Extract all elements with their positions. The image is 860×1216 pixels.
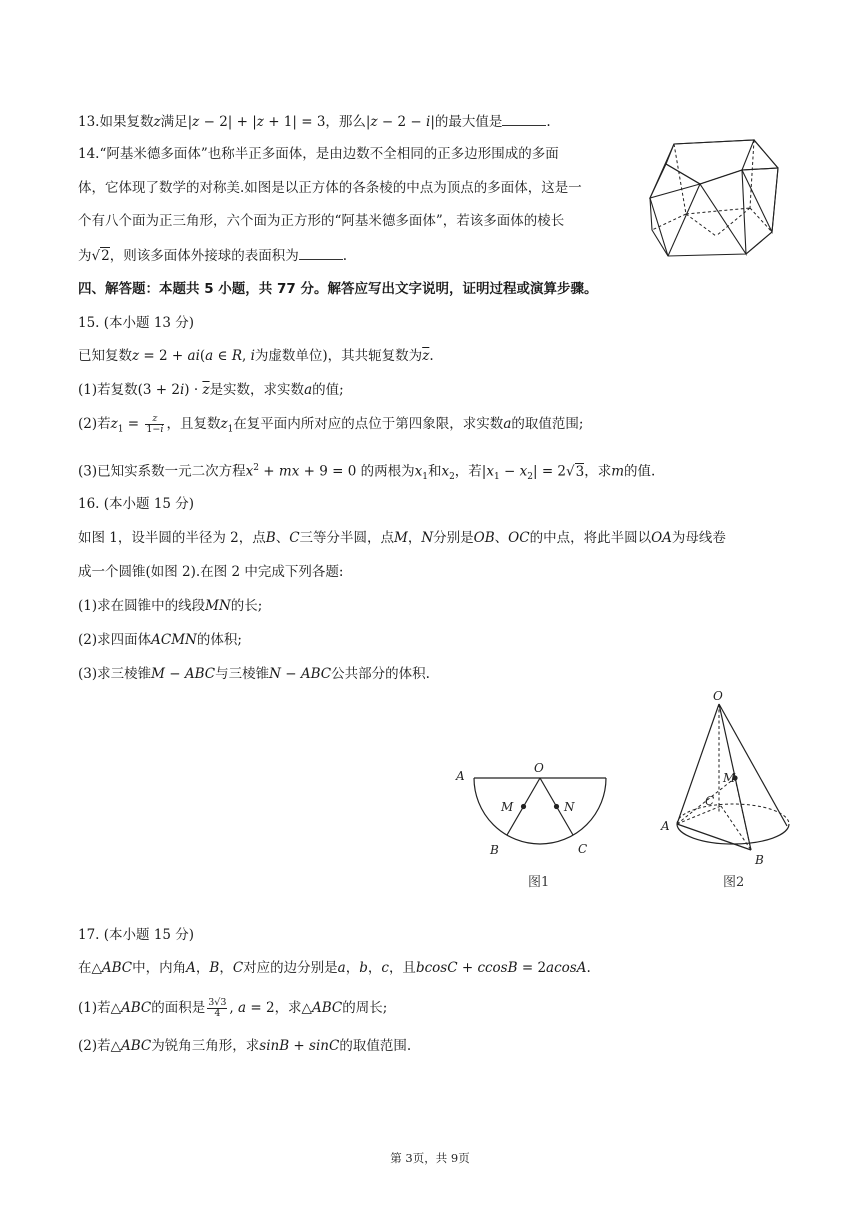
question-14-line-2: 体，它体现了数学的对称美.如图是以正方体的各条棱的中点为顶点的多面体，这是一 xyxy=(78,180,582,196)
question-16-part-2: (2)求四面体ACMN的体积; xyxy=(78,632,242,648)
answer-blank xyxy=(502,111,546,126)
label-A: A xyxy=(456,769,465,783)
question-15-intro: 已知复数z = 2 + ai(a ∈ R, i为虚数单位)，其共轭复数为$\overline{z}$. xyxy=(78,348,434,364)
question-14-line-1: 14.“阿基米德多面体”也称半正多面体，是由边数不全相同的正多边形围成的多面 xyxy=(78,146,559,162)
figure-2-caption: 图2 xyxy=(723,875,745,890)
section-4-heading: 四、解答题：本题共 5 小题，共 77 分。解答应写出文字说明，证明过程或演算步骤。 xyxy=(78,281,598,297)
question-16-intro-1: 如图 1，设半圆的半径为 2，点B、C三等分半圆，点M，N分别是OB、OC的中点，将此半圆以OA为母线卷 xyxy=(78,530,726,546)
question-15-part-1: (1)若复数$(3 + 2i) \cdot \overline{z}$是实数，求实数a的值; xyxy=(78,382,344,398)
label-B: B xyxy=(490,843,499,857)
label-M: M xyxy=(501,800,514,814)
question-15-header: 15. (本小题 13 分) xyxy=(78,315,195,331)
archimedean-polyhedron-figure xyxy=(646,138,782,258)
question-16-part-3: (3)求三棱锥M − ABC与三棱锥N − ABC公共部分的体积. xyxy=(78,666,430,682)
question-14-line-3: 个有八个面为正三角形，六个面为正方形的“阿基米德多面体”，若该多面体的棱长 xyxy=(78,213,565,229)
question-13: 13.如果复数z满足|z − 2| + |z + 1| = 3，那么|z − 2 − i|的最大值是 . xyxy=(78,111,551,132)
question-15-part-3: (3)已知实系数一元二次方程$x^2$ + mx + 9 = 0 的两根为$x_1$和$x_2$，若$|x_1 - x_2| = 2√3$，求m的值. xyxy=(78,463,656,483)
label-M: M xyxy=(723,771,736,785)
question-17-header: 17. (本小题 15 分) xyxy=(78,927,195,943)
label-A: A xyxy=(661,819,670,833)
question-17-intro: 在△ABC中，内角A，B，C对应的边分别是a，b，c，且bcosC + ccosB = 2acosA. xyxy=(78,960,591,976)
question-15-part-2: (2)若$z_1$ = $\frac{z}{1-i}$ ，且复数$z_1$在复平面内所对应的点位于第四象限，求实数a的取值范围; xyxy=(78,413,584,435)
question-14-line-4: 为√2，则该多面体外接球的表面积为 . xyxy=(78,245,347,266)
label-O: O xyxy=(713,689,723,703)
question-17-part-1: (1)若△ABC的面积是 $\frac{3√3}{4}$ , a = 2，求△ABC的周长; xyxy=(78,997,388,1019)
label-C: C xyxy=(578,842,588,856)
page-footer: 第 3页，共 9页 xyxy=(390,1151,470,1165)
figure-1-caption: 图1 xyxy=(528,875,550,890)
label-N: N xyxy=(564,800,575,814)
question-16-header: 16. (本小题 15 分) xyxy=(78,496,195,512)
question-16-intro-2: 成一个圆锥(如图 2).在图 2 中完成下列各题: xyxy=(78,564,344,580)
label-O: O xyxy=(534,761,544,775)
question-16-part-1: (1)求在圆锥中的线段MN的长; xyxy=(78,598,263,614)
label-B: B xyxy=(755,853,764,867)
question-17-part-2: (2)若△ABC为锐角三角形，求sinB + sinC的取值范围. xyxy=(78,1038,412,1054)
figure-1-semicircle xyxy=(450,756,620,892)
label-C: C xyxy=(705,794,715,808)
figure-2-cone xyxy=(655,686,805,892)
answer-blank xyxy=(299,245,343,260)
